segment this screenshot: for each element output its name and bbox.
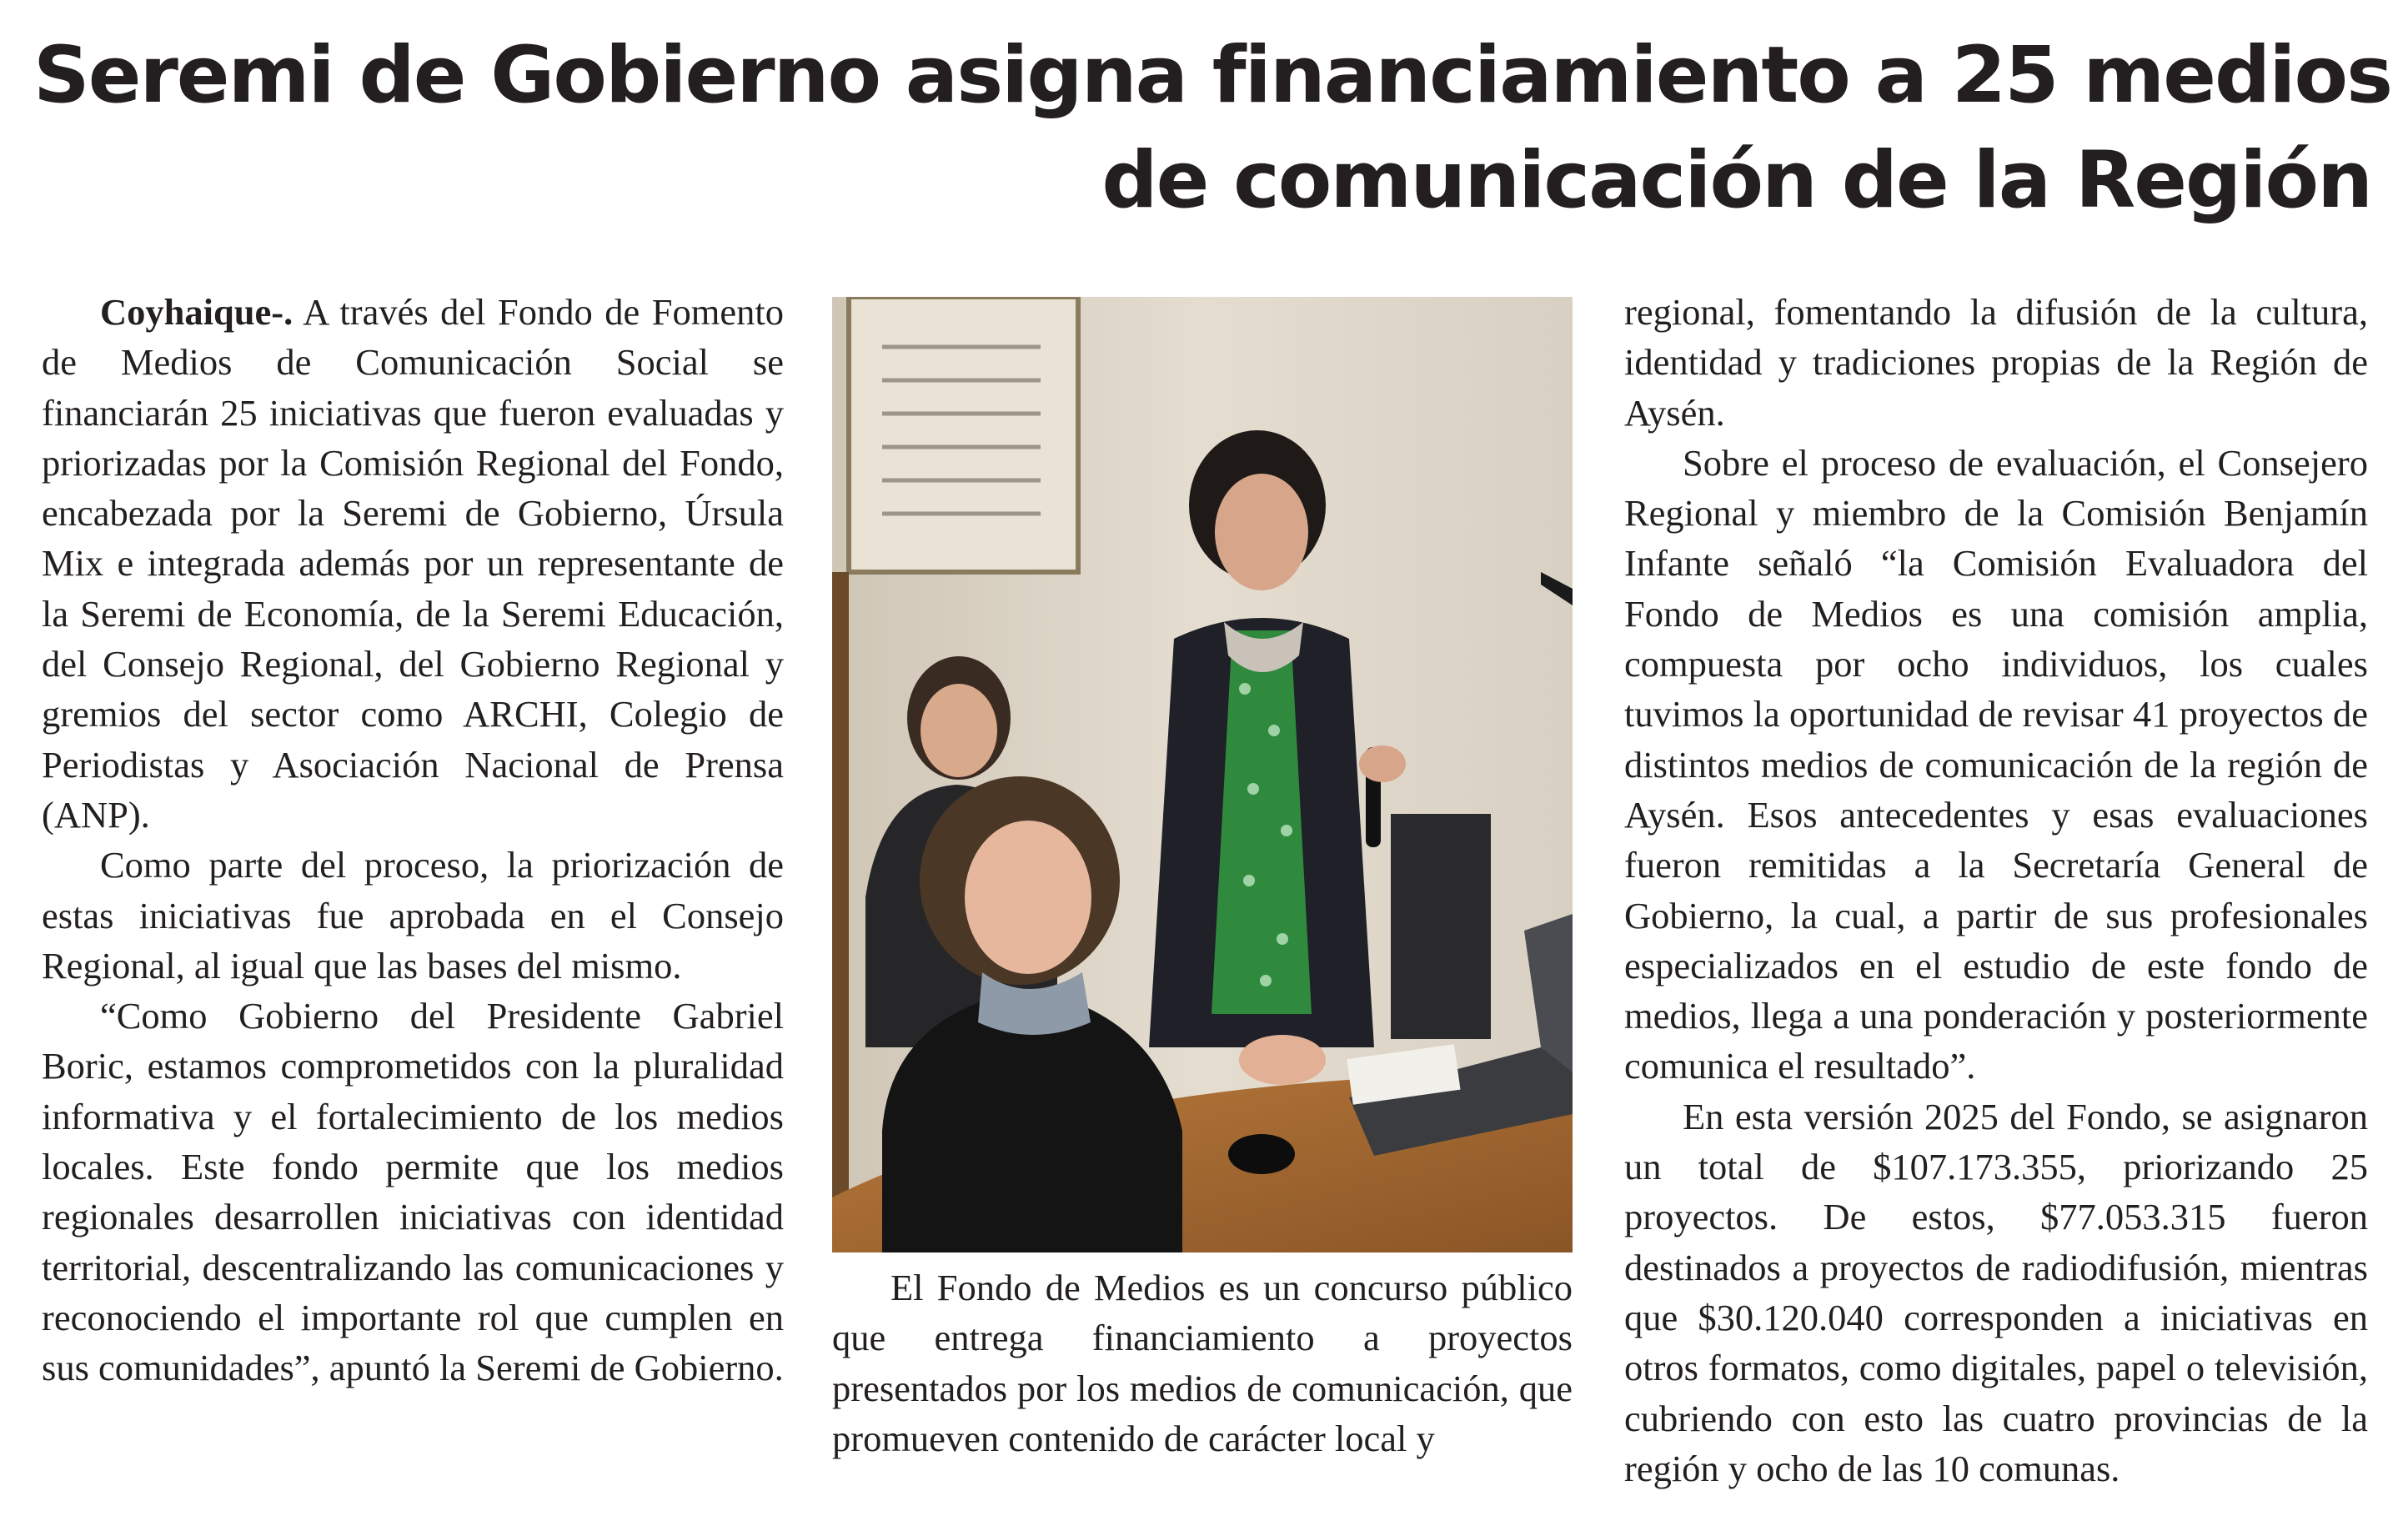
article-column-right — [1624, 287, 2368, 1493]
dateline: Coyhaique-. — [100, 291, 293, 333]
article-paragraph-1 — [42, 287, 784, 840]
article-paragraph-3: “Como Gobierno del Presidente Gabriel Boric, estamos comprometidos con la pluralidad informativa y el fortalecimiento de los medios locales. Este fondo permite que los medios regionales desarrollen iniciativas con identidad territorial, descentralizando las comunicaciones y reconociendo el importante rol que cumplen en sus comunidades”, apuntó la Seremi de Gobierno. — [42, 995, 784, 1389]
article-paragraph-6: En esta versión 2025 del Fondo, se asignaron un total de $107.173.355, priorizando 25 proyectos. De estos, $77.053.315 fueron destinados a proyectos de radiodifusión, mientras que $30.120.040 corresponden a iniciativas en otros formatos, como digitales, papel o televisión, cubriendo con esto las cuatro provincias de la región y ocho de las 10 comunas. — [1624, 1095, 2368, 1489]
article-paragraph-5: Sobre el proceso de evaluación, el Consejero Regional y miembro de la Comisión Benjamín Infante señaló “la Comisión Evaluadora del Fondo de Medios es una comisión amplia, compuesta por ocho individuos, los cuales tuvimos la oportunidad de revisar 41 proyectos de distintos medios de comunicación de la región de Aysén. Esos antecedentes y esas evaluaciones fueron remitidas a la Secretaría General de Gobierno, la cual, a partir de sus profesionales especializados en el estudio de este fondo de medios, llega a una ponderación y posteriormente comunica el resultado”. — [1624, 441, 2368, 1087]
meeting-photo — [832, 297, 1573, 1252]
headline-line-1: Seremi de Gobierno asigna financiamiento a 25 medios — [33, 30, 2392, 121]
headline — [33, 23, 2392, 233]
paragraph-text: A través del Fondo de Fomento de Medios de Comunicación Social se financiarán 25 iniciativas que fueron evaluadas y priorizadas por la Comisión Regional del Fondo, encabezada por la Seremi de Gobierno, Úrsula Mix e integrada además por un representante de la Seremi de Economía, de la Seremi Educación, del Consejo Regional, del Gobierno Regional y gremios del sector como ARCHI, Colegio de Periodistas y Asociación Nacional de Prensa (ANP). — [42, 291, 784, 836]
article-column-middle — [832, 287, 1573, 1463]
article-paragraph-2: Como parte del proceso, la priorización de estas iniciativas fue aprobada en el Consejo Regional, al igual que las bases del mismo. — [42, 844, 784, 986]
article-paragraph-4: regional, fomentando la difusión de la cultura, identidad y tradiciones propias de la Región de Aysén. — [1624, 291, 2368, 434]
article-column-left — [42, 287, 784, 1393]
meeting-photo-illustration — [832, 297, 1573, 1252]
photo-caption — [832, 1262, 1573, 1463]
caption-text: El Fondo de Medios es un concurso público que entrega financiamiento a proyectos presentados por los medios de comunicación, que promueven contenido de carácter local y — [832, 1267, 1573, 1459]
headline-line-2: de comunicación de la Región — [1101, 135, 2371, 226]
